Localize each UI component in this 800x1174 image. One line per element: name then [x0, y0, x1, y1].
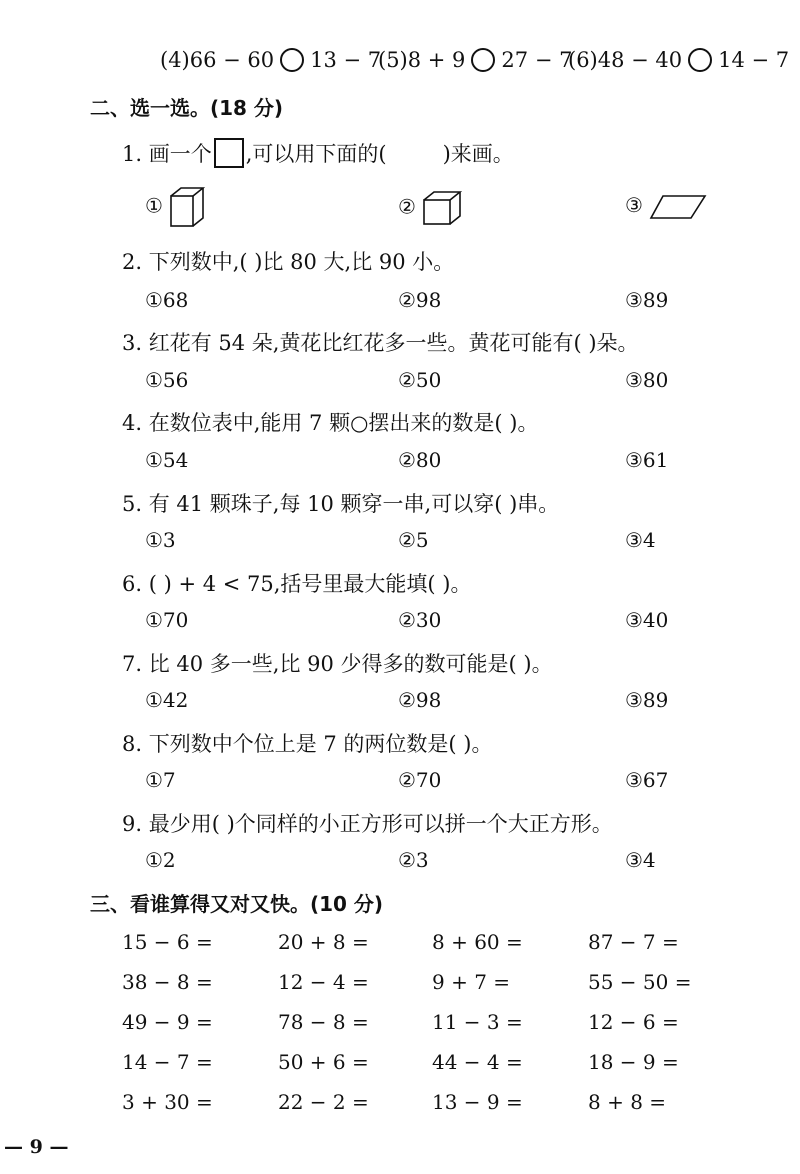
- calc-item[interactable]: 50 + 6 =: [278, 1050, 369, 1074]
- option[interactable]: ②98: [398, 288, 442, 312]
- option[interactable]: ①54: [145, 448, 189, 472]
- calc-item[interactable]: 22 − 2 =: [278, 1090, 369, 1114]
- option[interactable]: ②70: [398, 768, 442, 792]
- calc-item[interactable]: 49 − 9 =: [122, 1010, 213, 1034]
- question-3: 3. 红花有 54 朵,黄花比红花多一些。黄花可能有( )朵。: [122, 331, 639, 355]
- question-1-text-before: 1. 画一个: [122, 142, 212, 166]
- compare-item-5: [378, 48, 572, 72]
- option[interactable]: ②30: [398, 608, 442, 632]
- calc-item[interactable]: 20 + 8 =: [278, 930, 369, 954]
- calc-item[interactable]: 8 + 60 =: [432, 930, 523, 954]
- compare-right: 13 − 7: [310, 48, 382, 72]
- option[interactable]: ③4: [625, 848, 656, 872]
- option[interactable]: ①3: [145, 528, 176, 552]
- calc-item[interactable]: 8 + 8 =: [588, 1090, 667, 1114]
- question-1-text-after: ,可以用下面的(: [245, 142, 387, 166]
- cuboid-icon: [169, 186, 205, 228]
- calc-item[interactable]: 13 − 9 =: [432, 1090, 523, 1114]
- option[interactable]: ②3: [398, 848, 429, 872]
- compare-left: 8 + 9: [407, 48, 466, 72]
- option-mark: ③: [625, 193, 643, 217]
- question-8: 8. 下列数中个位上是 7 的两位数是( )。: [122, 732, 493, 756]
- calc-item[interactable]: 18 − 9 =: [588, 1050, 679, 1074]
- option[interactable]: ③67: [625, 768, 669, 792]
- compare-circle[interactable]: [471, 48, 495, 72]
- compare-right: 14 − 7: [718, 48, 790, 72]
- option[interactable]: ①68: [145, 288, 189, 312]
- parallelogram-icon: [649, 194, 707, 220]
- compare-label: (6): [568, 48, 598, 72]
- compare-item-4: [160, 48, 381, 72]
- question-9: 9. 最少用( )个同样的小正方形可以拼一个大正方形。: [122, 812, 613, 836]
- question-4: 4. 在数位表中,能用 7 颗○摆出来的数是( )。: [122, 411, 539, 435]
- calc-item[interactable]: 87 − 7 =: [588, 930, 679, 954]
- compare-left: 66 − 60: [189, 48, 275, 72]
- cube-icon: [422, 190, 462, 226]
- compare-right: 27 − 7: [501, 48, 573, 72]
- option[interactable]: ①2: [145, 848, 176, 872]
- q1-option-3[interactable]: [625, 193, 707, 220]
- option[interactable]: ①42: [145, 688, 189, 712]
- calc-item[interactable]: 15 − 6 =: [122, 930, 213, 954]
- compare-item-6: [568, 48, 789, 72]
- option[interactable]: ③89: [625, 688, 669, 712]
- q1-option-1[interactable]: [145, 186, 205, 228]
- calc-item[interactable]: 44 − 4 =: [432, 1050, 523, 1074]
- option[interactable]: ①7: [145, 768, 176, 792]
- option[interactable]: ②80: [398, 448, 442, 472]
- question-2: 2. 下列数中,( )比 80 大,比 90 小。: [122, 250, 455, 274]
- section-2-title: 二、选一选。(18 分): [90, 96, 284, 120]
- compare-left: 48 − 40: [597, 48, 683, 72]
- option[interactable]: ③80: [625, 368, 669, 392]
- calc-item[interactable]: 12 − 6 =: [588, 1010, 679, 1034]
- question-6: 6. ( ) + 4 < 75,括号里最大能填( )。: [122, 572, 472, 596]
- option[interactable]: ②50: [398, 368, 442, 392]
- compare-label: (5): [378, 48, 408, 72]
- compare-label: (4): [160, 48, 190, 72]
- calc-item[interactable]: 9 + 7 =: [432, 970, 511, 994]
- option[interactable]: ②98: [398, 688, 442, 712]
- compare-circle[interactable]: [688, 48, 712, 72]
- question-1: [122, 138, 514, 168]
- q1-option-2[interactable]: [398, 190, 462, 226]
- compare-row: [0, 48, 800, 78]
- section-3-title: 三、看谁算得又对又快。(10 分): [90, 892, 384, 916]
- option[interactable]: ①56: [145, 368, 189, 392]
- option-mark: ①: [145, 193, 163, 218]
- question-1-text-end: )来画。: [442, 142, 514, 166]
- calc-item[interactable]: 12 − 4 =: [278, 970, 369, 994]
- calc-item[interactable]: 14 − 7 =: [122, 1050, 213, 1074]
- square-icon: [214, 138, 244, 168]
- calc-item[interactable]: 3 + 30 =: [122, 1090, 213, 1114]
- calc-item[interactable]: 78 − 8 =: [278, 1010, 369, 1034]
- option[interactable]: ①70: [145, 608, 189, 632]
- option[interactable]: ②5: [398, 528, 429, 552]
- option[interactable]: ③40: [625, 608, 669, 632]
- option[interactable]: ③4: [625, 528, 656, 552]
- compare-circle[interactable]: [280, 48, 304, 72]
- question-7: 7. 比 40 多一些,比 90 少得多的数可能是( )。: [122, 652, 553, 676]
- calc-item[interactable]: 55 − 50 =: [588, 970, 692, 994]
- option[interactable]: ③89: [625, 288, 669, 312]
- option-mark: ②: [398, 194, 416, 219]
- option[interactable]: ③61: [625, 448, 669, 472]
- question-5: 5. 有 41 颗珠子,每 10 颗穿一串,可以穿( )串。: [122, 492, 560, 516]
- calc-item[interactable]: 38 − 8 =: [122, 970, 213, 994]
- page-number: — 9 —: [4, 1136, 69, 1158]
- calc-item[interactable]: 11 − 3 =: [432, 1010, 523, 1034]
